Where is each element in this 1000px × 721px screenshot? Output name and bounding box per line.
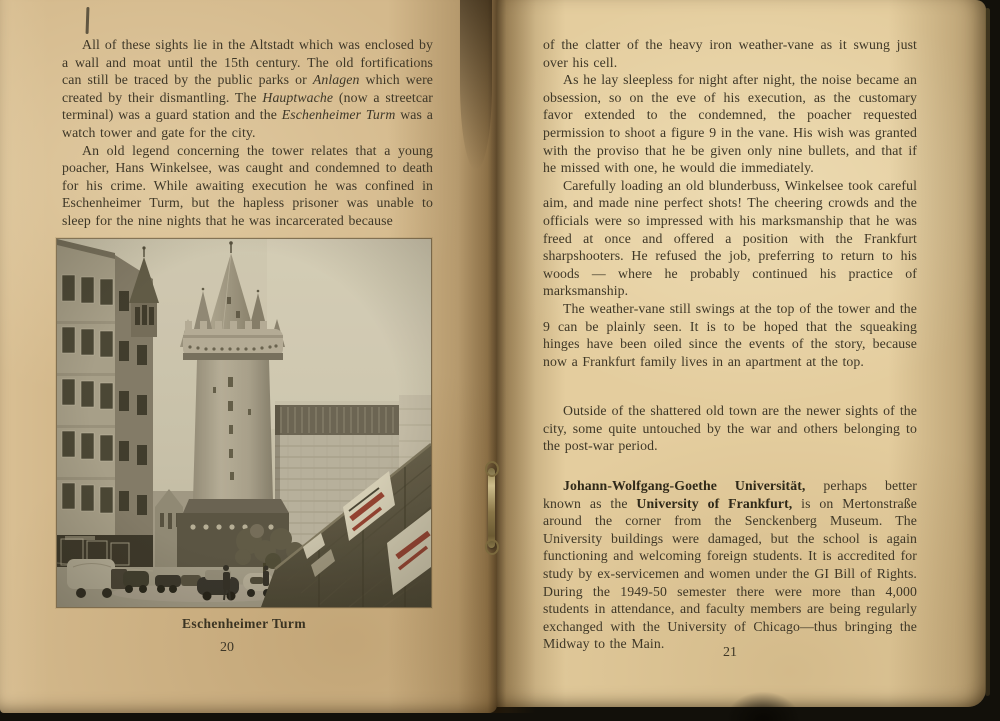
photo-vignette [57, 239, 431, 607]
text-run: which were created by their dismantling. The [62, 72, 433, 105]
text-run: An old legend concerning the tower relates that a young poacher, Hans Winkelsee, was caught and condemned to death for his crime. While awaiting execution he was confined in Eschenheimer Turm, but the hapless prisoner was unable to sleep for the nine nights that he was incarcerated because [62, 142, 433, 228]
text-run: was a watch tower and gate for the city. [62, 107, 433, 140]
text-run: Anlagen [312, 72, 360, 88]
paragraph [543, 71, 917, 177]
paragraph [543, 36, 917, 71]
page-right [497, 0, 986, 707]
paragraph [543, 477, 917, 653]
text-run: is on Mertonstraße around the corner from the Senckenberg Museum. The University buildings were damaged, but the school is again functioning and welcoming foreign students. It is accredited for study by ex-servicemen and women under the GI Bill of Rights. During the 1949-50 semester there were more than 4,000 students in attendance, and faculty members are being regularly exchanged with the University of Chicago—thus bringing the Midway to the Main. [543, 495, 917, 652]
eschenheimer-turm-photo [57, 239, 431, 607]
text-run: Carefully loading an old blunderbuss, Winkelsee took careful aim, and made nine perfect shots! The cheering crowds and the officials were so impressed with his marksmanship that he was freed at once and offered a position with the Frankfurt sharpshooters. He refused the job, preferring to return to his woods — where he probably continued his practice of marksmanship. [543, 177, 917, 299]
text-run: Outside of the shattered old town are the newer sights of the city, some quite untouched by the war and others belonging to the post-war period. [543, 403, 917, 454]
text-run: perhaps better known as the [543, 478, 917, 511]
paragraph [543, 402, 917, 455]
text-run: As he lay sleepless for night after night, the noise became an obsession, so on the eve of his execution, as the customary favor extended to the condemned, the poacher requested permission to shoot a figure 9 in the vane. His wish was granted with the proviso that he be given only nine bullets, and that if he missed with one, he would die immediately. [543, 72, 917, 176]
page-edge-notch [726, 692, 800, 721]
paragraph [543, 177, 917, 300]
ink-mark [86, 7, 90, 34]
right-page-text [543, 36, 917, 653]
paragraph [543, 300, 917, 370]
page-number-right: 21 [723, 645, 737, 660]
text-run: The weather-vane still swings at the top of the tower and the 9 can be plainly seen. It is to be hoped that the squeaking hinges have been oiled since the events of the story, because now a Frankfurt family lives in an apartment at the top. [543, 300, 917, 369]
staple [488, 468, 495, 548]
page-stack-edge [985, 8, 990, 696]
text-run: Hauptwache [262, 89, 334, 105]
text-run: of the clatter of the heavy iron weather-vane as it swung just over his cell. [543, 37, 917, 70]
page-left [0, 0, 497, 713]
text-run: University of Frankfurt, [636, 495, 793, 511]
page-number-left: 20 [220, 640, 234, 655]
photo-caption: Eschenheimer Turm [182, 616, 306, 631]
text-run: Johann-Wolfgang-Goethe Universität, [563, 478, 806, 494]
paragraph [62, 142, 433, 230]
left-page-text [62, 36, 433, 230]
text-run: All of these sights lie in the Altstadt which was enclosed by a wall and moat until the 15th century. The old fortifications can still be traced by the public parks or [62, 37, 433, 88]
photo-figure [57, 239, 431, 632]
text-run: Eschenheimer Turm [281, 107, 396, 123]
paragraph [62, 36, 433, 142]
text-run: (now a streetcar terminal) was a guard station and the [62, 89, 433, 123]
